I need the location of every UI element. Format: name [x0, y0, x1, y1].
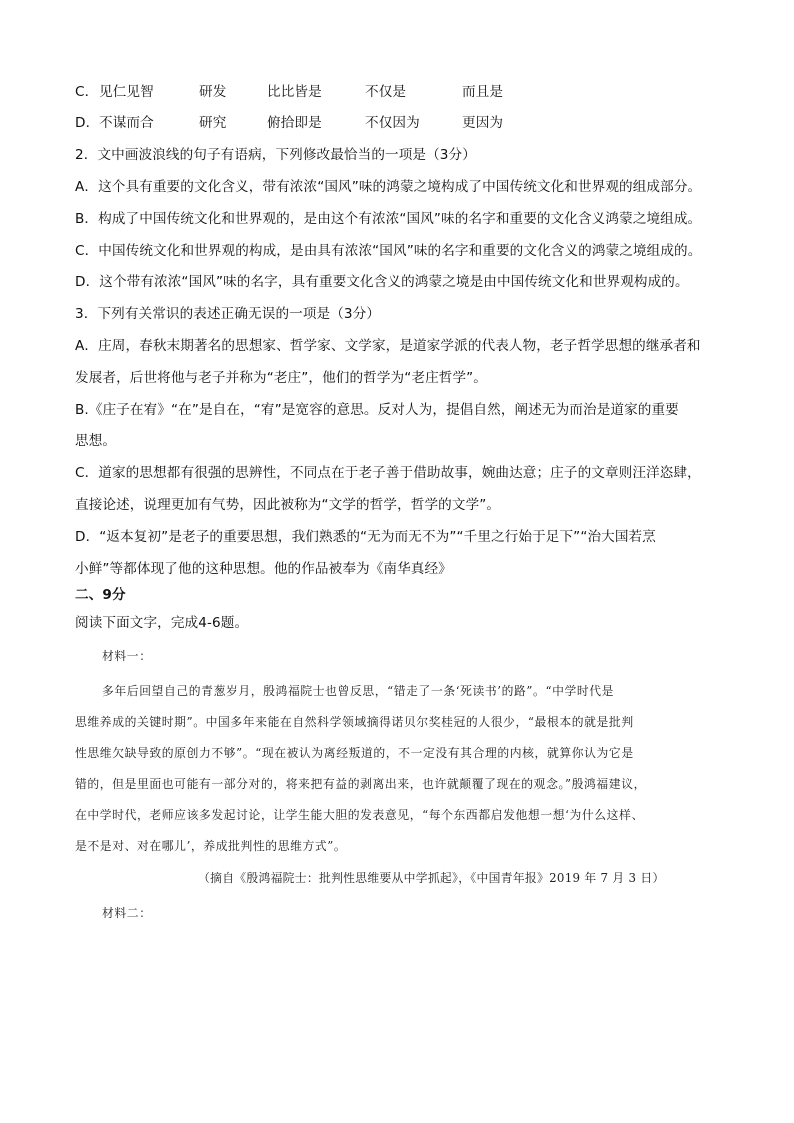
q3-option-b-line1: B.《庄子在宥》“在”是自在，“宥”是宽容的意思。反对人为，提倡自然，阐述无为而治是道家的重要 [75, 402, 679, 418]
q3-option-d-line2: 小鲜”等都体现了他的这种思想。他的作品被奉为《南华真经》 [75, 561, 452, 577]
material-line: 错的，但是里面也可能有一部分对的，将来把有益的剥离出来，也许就颠覆了现在的观念。”殷鸿福建议， [75, 777, 646, 791]
material-two-label: 材料二： [102, 906, 152, 920]
q3-option-c-line2: 直接论述，说理更加有气势，因此被称为“文学的哲学，哲学的文学”。 [75, 497, 501, 513]
q3-option-a-line1: A．庄周，春秋末期著名的思想家、哲学家、文学家，是道家学派的代表人物，老子哲学思想的继承者和 [75, 338, 701, 354]
material-line: 多年后回望自己的青葱岁月，殷鸿福院士也曾反思，“错走了一条‘死读书’的路”。“中学时代是 [102, 684, 615, 698]
material-one-label: 材料一： [102, 649, 152, 663]
option-word: 俯拾即是 [267, 115, 322, 131]
option-word: 不仅因为 [365, 115, 420, 131]
option-word: 而且是 [462, 84, 504, 100]
option-word: 见仁见智 [99, 84, 154, 100]
q3-option-a-line2: 发展者，后世将他与老子并称为“老庄”，他们的哲学为“老庄哲学”。 [75, 370, 487, 386]
material-line: 思维养成的关键时期”。中国多年来能在自然科学领域摘得诺贝尔奖桂冠的人很少，“最根本的就是批判 [75, 715, 634, 729]
q2-option-b: B．构成了中国传统文化和世界观的，是由这个有浓浓“国风”味的名字和重要的文化含义鸿蒙之境组成。 [75, 211, 702, 227]
q2-stem: 2．文中画波浪线的句子有语病，下列修改最恰当的一项是（3分） [75, 147, 476, 163]
q3-stem: 3．下列有关常识的表述正确无误的一项是（3分） [75, 306, 381, 322]
q2-option-c: C．中国传统文化和世界观的构成，是由具有浓浓“国风”味的名字和重要的文化含义的鸿蒙之境组成的。 [75, 243, 702, 259]
option-word: 不谋而合 [99, 115, 154, 131]
option-word: 不仅是 [365, 84, 407, 100]
section-instruction: 阅读下面文字，完成4-6题。 [75, 615, 249, 631]
option-letter: C． [75, 84, 99, 100]
section-title: 二、9分 [75, 587, 126, 603]
option-letter: D． [75, 115, 100, 131]
material-line: 在中学时代，老师应该多发起讨论，让学生能大胆的发表意见，“每个东西都启发他想一想‘为什么这样、 [75, 808, 644, 822]
option-word: 更因为 [462, 115, 504, 131]
material-line: 是不是对、对在哪儿’，养成批判性的思维方式”。 [75, 839, 347, 853]
q2-option-d: D．这个带有浓浓“国风”味的名字，具有重要文化含义的鸿蒙之境是由中国传统文化和世界观构成的。 [75, 274, 689, 290]
option-word: 比比皆是 [267, 84, 322, 100]
option-word: 研发 [199, 84, 227, 100]
q2-option-a: A．这个具有重要的文化含义，带有浓浓“国风”味的鸿蒙之境构成了中国传统文化和世界观的组成部分。 [75, 179, 702, 195]
material-source: （摘自《殷鸿福院士：批判性思维要从中学抓起》，《中国青年报》2019 年 7 月 3 日） [198, 871, 665, 885]
option-word: 研究 [199, 115, 227, 131]
q3-option-b-line2: 思想。 [75, 433, 117, 449]
material-line: 性思维欠缺导致的原创力不够”。“现在被认为离经叛道的，不一定没有其合理的内核，就算你认为它是 [75, 746, 634, 760]
q3-option-d-line1: D．“返本复初”是老子的重要思想，我们熟悉的“无为而无不为”“千里之行始于足下”“治大国若烹 [75, 529, 656, 545]
q3-option-c-line1: C．道家的思想都有很强的思辨性，不同点在于老子善于借助故事，婉曲达意；庄子的文章则汪洋恣肆， [75, 465, 701, 481]
